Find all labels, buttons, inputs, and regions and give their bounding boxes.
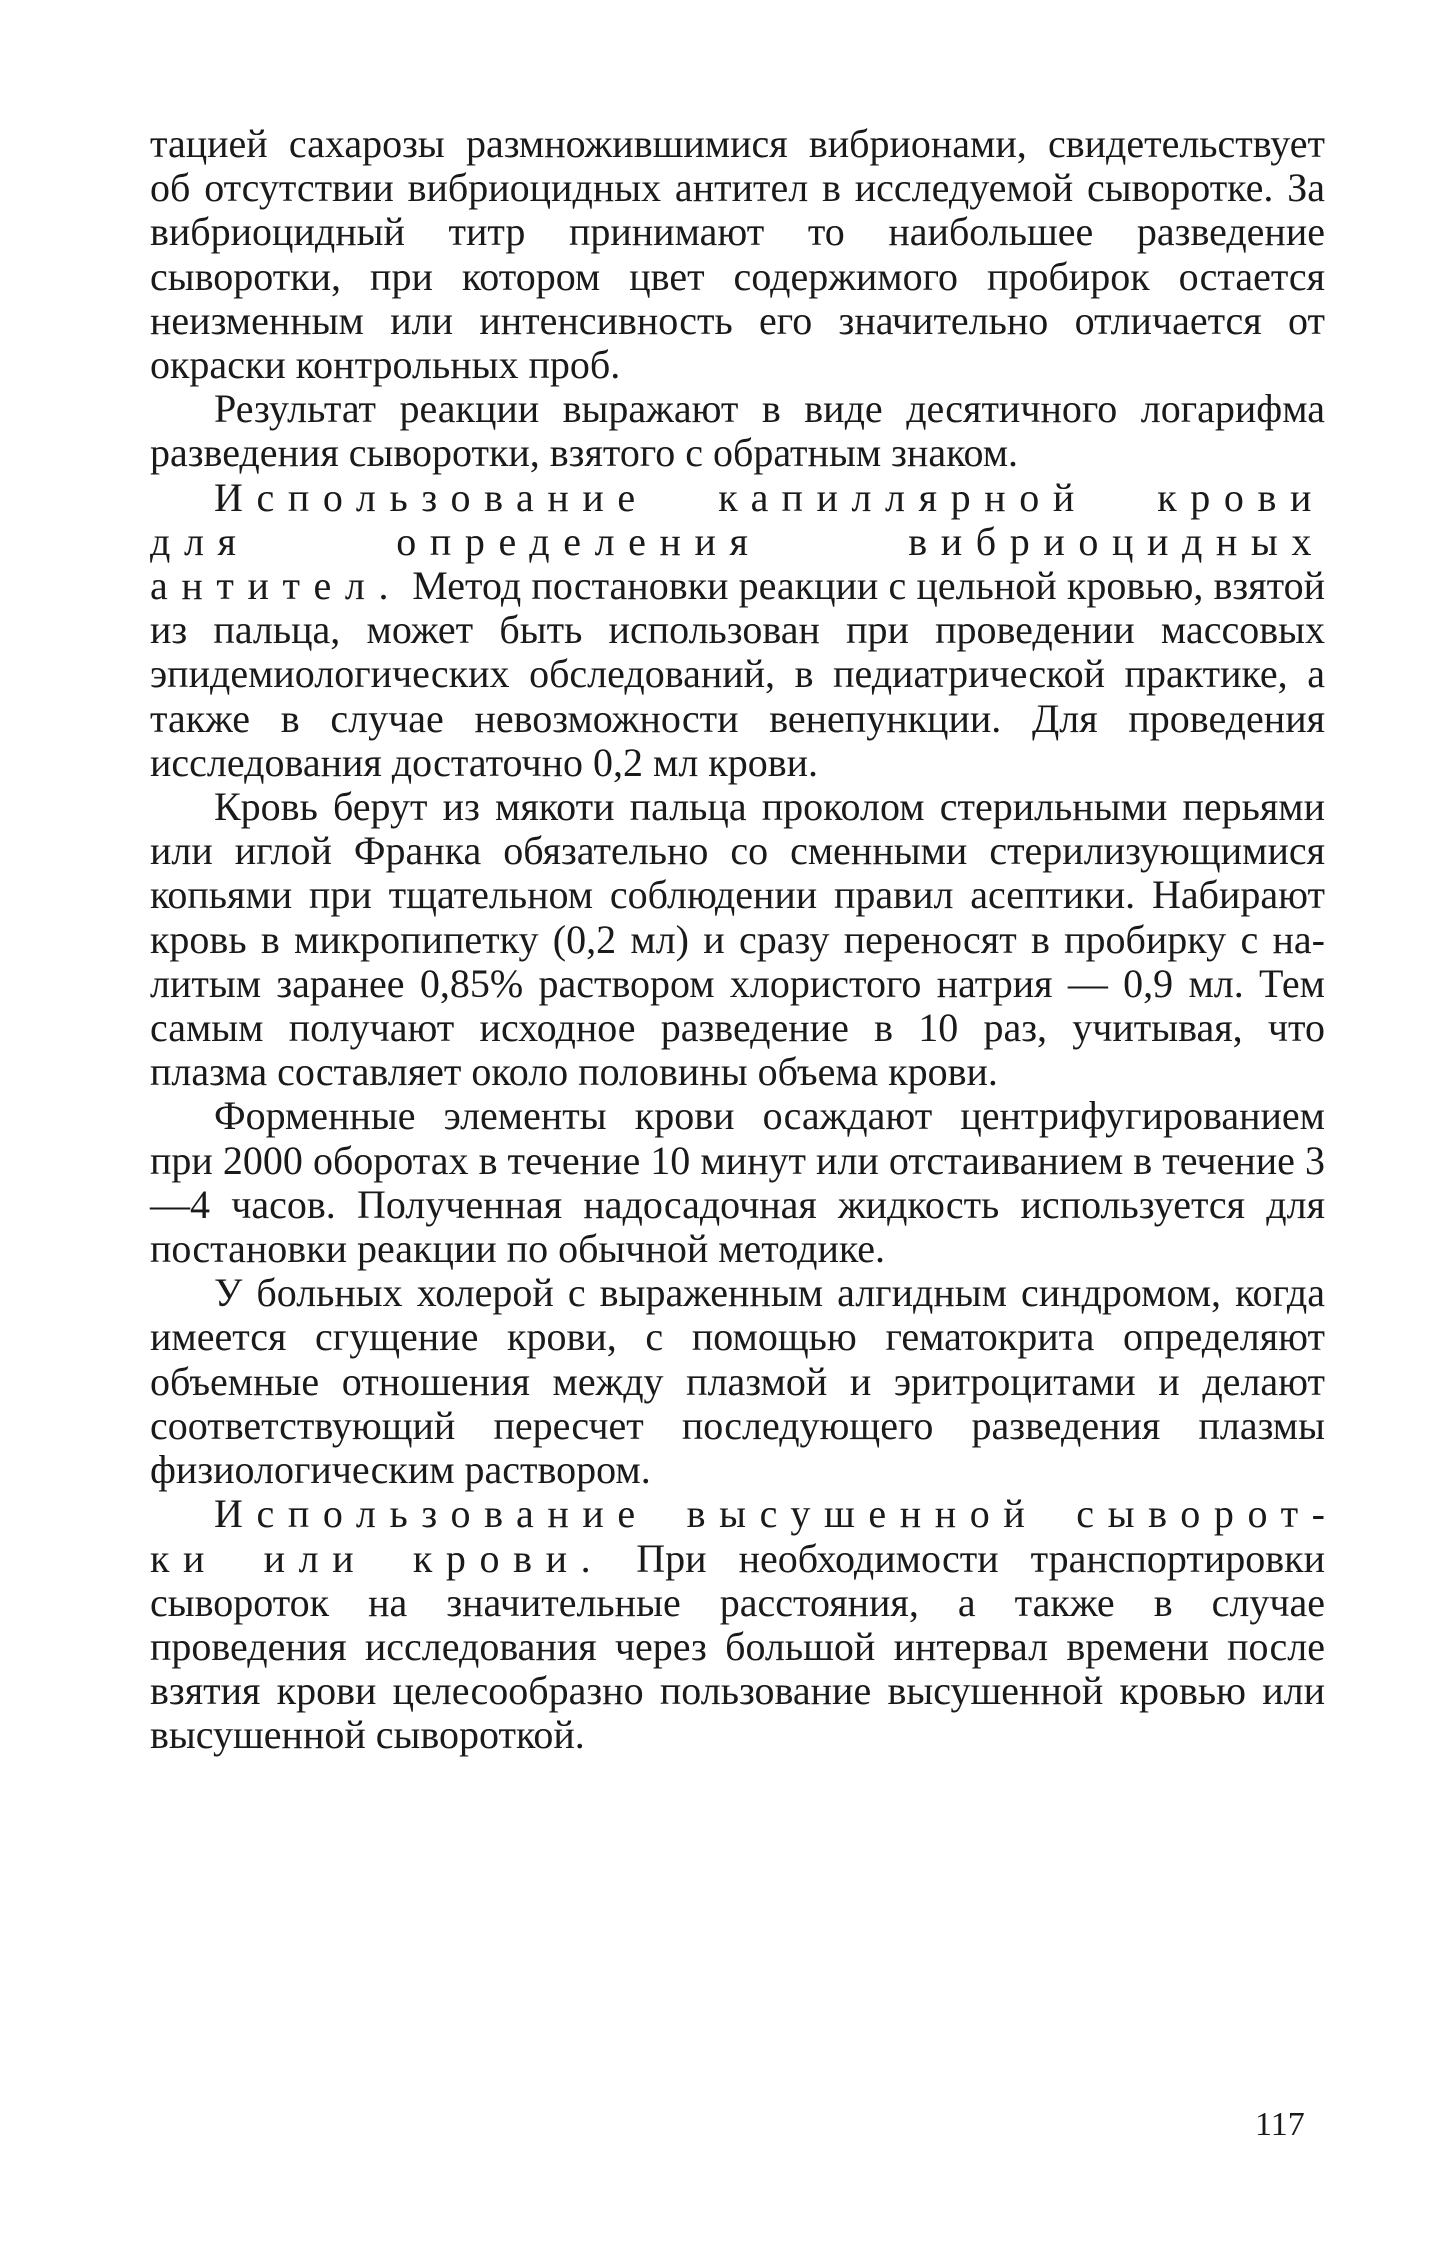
paragraph-1: тацией сахарозы размножившимися вибрионами, свидетельствует об отсутствии вибриоцидных антител в исследуемой сыворотке. За вибриоцидный титр принимают то наибольшее разведение сыворотки, при котором цвет содержимого пробирок остается неизменным или интенсивность его значительно отличается от окраски контрольных проб. xyxy=(150,121,1325,388)
paragraph-7 xyxy=(150,1492,1325,1757)
page-number: 117 xyxy=(1255,2106,1305,2143)
paragraph-5: Форменные элементы крови осаждают центрифугированием при 2000 оборотах в течение 10 минут или отстаиванием в течение 3—4 часов. Полученная надосадочная жидкость используется для постановки реакции по обычной методике. xyxy=(150,1093,1325,1272)
paragraph-3 xyxy=(150,476,1325,785)
paragraph-7-text: При необходимости транспортировки сывороток на значительные расстояния, а также в случае проведения исследования через большой интервал времени после взятия крови целесообразно пользование высушенной кровью или высушенной сывороткой. xyxy=(150,1535,1326,1758)
paragraph-2: Результат реакции выражают в виде десятичного логарифма разведения сыворотки, взятого с обратным знаком. xyxy=(150,386,1325,476)
paragraph-3-text: Метод постановки реакции с цельной кровью, взятой из пальца, может быть использован при проведении массовых эпидемиологических обследований, в педиатрической практике, а также в случае невозможности венепункции. Для проведения исследования достаточно 0,2 мл крови. xyxy=(150,563,1325,785)
page-body xyxy=(150,122,1325,1758)
section-heading-dried-serum: Использование высушенной сыворотки или крови. xyxy=(150,1491,1325,1581)
paragraph-4: Кровь берут из мякоти пальца проколом стерильными перьями или иглой Франка обязательно со сменными стерилизующимися копьями при тщательном соблюдении правил асептики. Набирают кровь в микропипетку (0,2 мл) и сразу переносят в пробирку с налитым заранее 0,85% раствором хлористого натрия — 0,9 мл. Тем самым получают исходное разведение в 10 раз, учитывая, что плазма составляет около половины объема крови. xyxy=(150,784,1325,1095)
paragraph-6: У больных холерой с выраженным алгидным синдромом, когда имеется сгущение крови, с помощью гематокрита определяют объемные отношения между плазмой и эритроцитами и делают соответствующий пересчет последующего разведения плазмы физиологическим раствором. xyxy=(150,1270,1325,1493)
section-heading-capillary-blood: Использование капиллярной крови для определения вибриоцидных антител. xyxy=(150,474,1325,609)
